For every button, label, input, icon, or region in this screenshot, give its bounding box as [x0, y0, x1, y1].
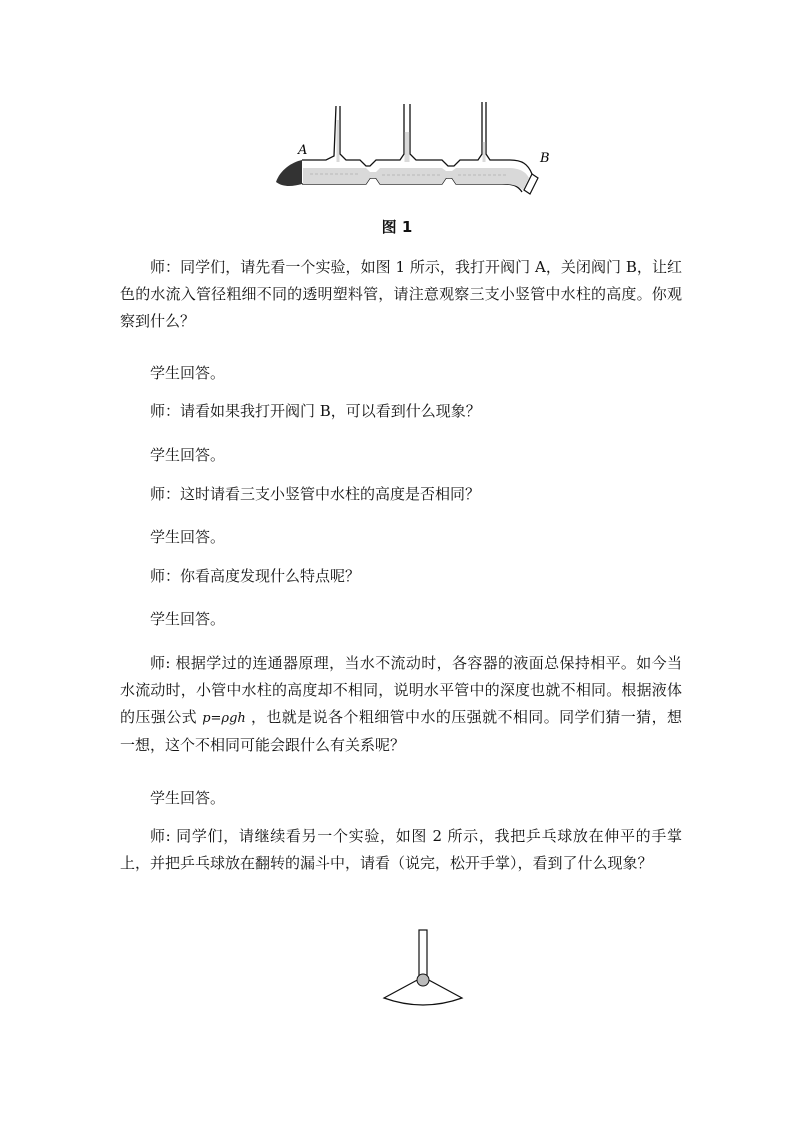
paragraph-4: 学生回答。 [150, 446, 226, 464]
valve-a [276, 160, 302, 186]
figure-1-tube-diagram [270, 98, 552, 198]
paragraph-5: 师：这时请看三支小竖管中水柱的高度是否相同？ [150, 485, 481, 503]
paragraph-8: 学生回答。 [150, 610, 226, 628]
water-column-1 [337, 120, 340, 162]
figure-2-funnel-diagram [380, 928, 466, 1008]
paragraph-9-text-b: ，也就是说各个粗细管中水的压强就不相同。同学们猜一猜，想一想，这个不相同可能会跟什么有关系呢？ [120, 708, 682, 754]
funnel-stem [419, 930, 427, 978]
paragraph-6: 学生回答。 [150, 528, 226, 546]
figure-1-caption: 图 1 [381, 218, 413, 236]
paragraph-7: 师：你看高度发现什么特点呢？ [150, 567, 361, 585]
water-column-2 [405, 132, 410, 162]
water-column-3 [483, 142, 486, 162]
paragraph-10: 学生回答。 [150, 789, 226, 807]
ping-pong-ball [417, 974, 429, 986]
water-in-pipe [303, 168, 529, 190]
label-b: B [540, 151, 550, 166]
paragraph-3: 师：请看如果我打开阀门 B，可以看到什么现象？ [150, 402, 481, 420]
paragraph-9 [120, 650, 682, 759]
pressure-formula: p=ρgh [202, 711, 246, 726]
paragraph-2: 学生回答。 [150, 364, 226, 382]
label-a: A [298, 143, 308, 158]
paragraph-11: 师: 同学们，请继续看另一个实验，如图 2 所示，我把乒乓球放在伸平的手掌上，并把乒乓球放在翻转的漏斗中，请看（说完，松开手掌），看到了什么现象？ [120, 827, 682, 872]
paragraph-1: 师：同学们，请先看一个实验，如图 1 所示，我打开阀门 A，关闭阀门 B，让红色的水流入管径粗细不同的透明塑料管，请注意观察三支小竖管中水柱的高度。你观察到什么？ [120, 258, 682, 330]
paragraph-9-text-a: 师: 根据学过的连通器原理，当水不流动时，各容器的液面总保持相平。如今当水流动时，小管中水柱的高度却不相同，说明水平管中的深度也就不相同。根据液体的压强公式 [120, 654, 682, 726]
